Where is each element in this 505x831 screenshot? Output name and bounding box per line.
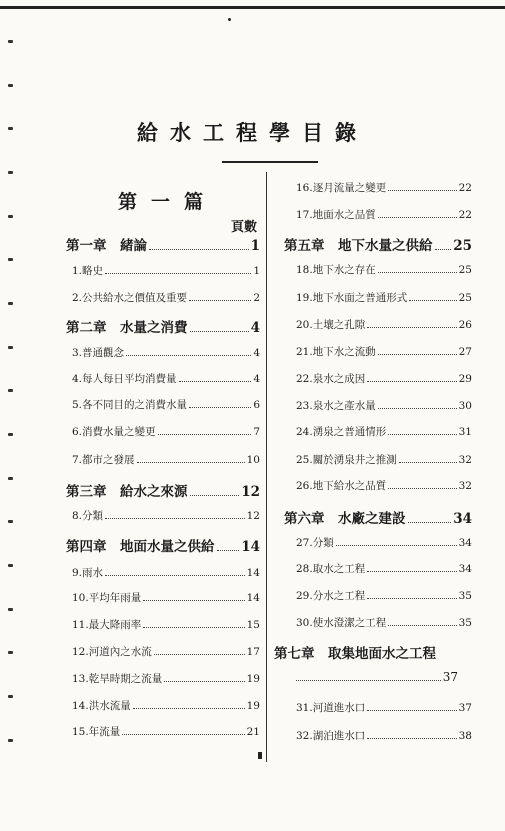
toc-entry: 3.普通觀念 4: [72, 347, 260, 359]
toc-entry: 21.地下水之流動 27: [296, 346, 472, 358]
toc-entry: 12.河道內之水流 17: [72, 646, 260, 658]
toc-entry: 11.最大降雨率 15: [72, 619, 260, 631]
toc-entry: 8.分類 12: [72, 510, 260, 522]
toc-entry: 17.地面水之品質 22: [296, 209, 472, 221]
page-number-mark: [258, 752, 262, 759]
toc-entry: 7.都市之發展 10: [72, 454, 260, 466]
top-border-line: [0, 6, 505, 9]
toc-entry: 26.地下給水之品質 32: [296, 480, 472, 492]
title-underline: [222, 161, 318, 163]
toc-entry: 27.分類 34: [296, 537, 472, 549]
column-divider: [266, 172, 267, 762]
toc-entry: 6.消費水量之變更 7: [72, 426, 260, 438]
toc-entry: 28.取水之工程 34: [296, 563, 472, 575]
toc-entry: 16.逐月流量之變更 22: [296, 182, 472, 194]
toc-entry: 19.地下水面之普通形式 25: [296, 292, 472, 304]
page-title: 給水工程學目錄: [137, 120, 368, 145]
toc-chapter-7: 第七章 取集地面水之工程: [274, 646, 436, 662]
toc-chapter-7-page: 37: [296, 670, 458, 684]
toc-chapter: 第三章 給水之來源 12: [66, 484, 260, 500]
toc-entry: 18.地下水之存在 25: [296, 264, 472, 276]
ink-dot: [228, 18, 231, 21]
part-heading: 第一篇: [118, 191, 218, 213]
toc-entry: 22.泉水之成因 29: [296, 373, 472, 385]
toc-entry: 24.湧泉之普通情形 31: [296, 426, 472, 438]
toc-chapter: 第四章 地面水量之供給 14: [66, 539, 260, 555]
toc-entry: 29.分水之工程 35: [296, 590, 472, 602]
toc-entry: 2.公共給水之價值及重要 2: [72, 292, 260, 304]
toc-chapter: 第五章 地下水量之供給 25: [284, 238, 472, 254]
toc-entry: 31.河道進水口 37: [296, 702, 472, 714]
toc-entry: 15.年流量 21: [72, 726, 260, 738]
toc-entry: 25.關於湧泉井之推測 32: [296, 454, 472, 466]
page-column-header: 頁數: [231, 220, 258, 235]
toc-chapter: 第六章 水廠之建設 34: [284, 511, 472, 527]
toc-entry: 4.每人每日平均消費量 4: [72, 373, 260, 385]
toc-chapter: 第一章 緒論 1: [66, 238, 260, 254]
toc-entry: 13.乾旱時期之流量 19: [72, 673, 260, 685]
toc-chapter: 第二章 水量之消費 4: [66, 320, 260, 336]
toc-entry: 1.略史 1: [72, 265, 260, 277]
toc-entry: 23.泉水之產水量 30: [296, 400, 472, 412]
toc-entry: 32.湖泊進水口 38: [296, 730, 472, 742]
toc-entry: 5.各不同目的之消費水量 6: [72, 399, 260, 411]
toc-entry: 9.雨水 14: [72, 567, 260, 579]
toc-entry: 20.土壤之孔隙 26: [296, 319, 472, 331]
toc-entry: 10.平均年雨量 14: [72, 592, 260, 604]
toc-entry: 30.使水澄潔之工程 35: [296, 617, 472, 629]
toc-entry: 14.洪水流量 19: [72, 700, 260, 712]
